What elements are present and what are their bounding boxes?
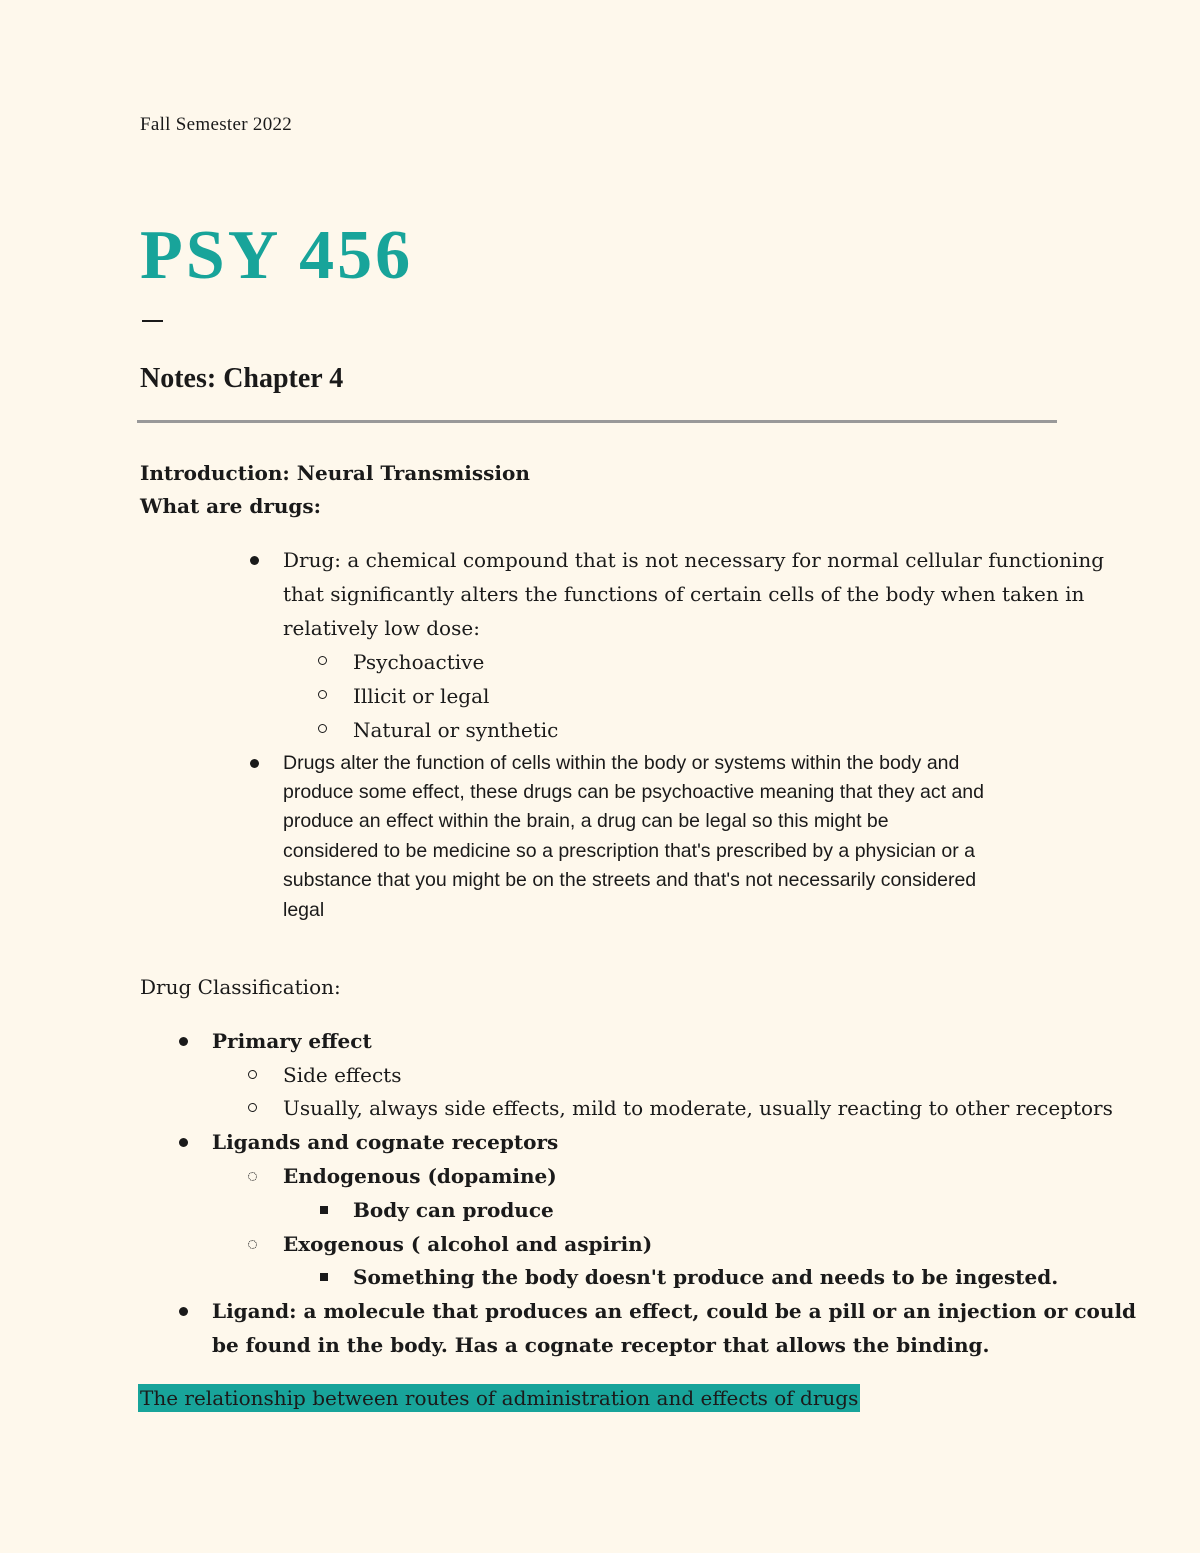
disc-bullet-icon	[179, 1138, 188, 1147]
something-item: Something the body doesn't produce and needs to be ingested.	[353, 1265, 1059, 1289]
intro-heading: Introduction: Neural Transmission	[140, 461, 530, 485]
drug-type-item: Illicit or legal	[353, 684, 490, 708]
drug-effect-line: substance that you might be on the streets and that's not necessarily considered	[283, 869, 977, 891]
course-title: PSY 456	[140, 217, 414, 294]
dotted-bullet-icon	[248, 1240, 257, 1249]
title-dash	[142, 320, 163, 322]
drug-effect-line: produce an effect within the brain, a drug can be legal so this might be	[283, 810, 889, 832]
drug-effect-line: legal	[283, 899, 325, 921]
horizontal-rule	[137, 420, 1057, 423]
drug-definition-line: relatively low dose:	[283, 616, 480, 640]
semester-label: Fall Semester 2022	[140, 114, 293, 135]
intro-question: What are drugs:	[140, 494, 322, 518]
side-effects-item: Side effects	[283, 1063, 402, 1087]
primary-effect-item: Primary effect	[212, 1029, 372, 1053]
body-can-produce-item: Body can produce	[353, 1198, 554, 1222]
drug-effect-line: Drugs alter the function of cells within the body or systems within the body and	[283, 752, 960, 774]
circle-bullet-icon	[318, 690, 327, 699]
drug-type-item: Natural or synthetic	[353, 718, 559, 742]
ligand-definition-line: Ligand: a molecule that produces an effect, could be a pill or an injection or could	[212, 1299, 1137, 1323]
usually-item: Usually, always side effects, mild to moderate, usually reacting to other receptors	[283, 1096, 1113, 1120]
circle-bullet-icon	[318, 656, 327, 665]
exogenous-item: Exogenous ( alcohol and aspirin)	[283, 1232, 653, 1256]
drug-effect-line: considered to be medicine so a prescription that's prescribed by a physician or a	[283, 840, 976, 862]
dotted-bullet-icon	[248, 1172, 257, 1181]
drug-definition-line: Drug: a chemical compound that is not necessary for normal cellular functioning	[283, 548, 1105, 572]
circle-bullet-icon	[248, 1070, 257, 1079]
disc-bullet-icon	[179, 1307, 188, 1316]
drug-definition-line: that significantly alters the functions of certain cells of the body when taken in	[283, 582, 1085, 606]
disc-bullet-icon	[250, 556, 259, 565]
drug-effect-line: produce some effect, these drugs can be psychoactive meaning that they act and	[283, 781, 984, 803]
highlighted-heading: The relationship between routes of administration and effects of drugs	[140, 1386, 859, 1410]
circle-bullet-icon	[318, 724, 327, 733]
page-subtitle: Notes: Chapter 4	[140, 363, 344, 394]
classification-heading: Drug Classification:	[140, 975, 341, 999]
square-bullet-icon	[320, 1206, 328, 1214]
square-bullet-icon	[320, 1273, 328, 1281]
ligand-definition-line: be found in the body. Has a cognate receptor that allows the binding.	[212, 1333, 990, 1357]
circle-bullet-icon	[248, 1103, 257, 1112]
drug-type-item: Psychoactive	[353, 650, 485, 674]
disc-bullet-icon	[250, 759, 259, 768]
disc-bullet-icon	[179, 1037, 188, 1046]
endogenous-item: Endogenous (dopamine)	[283, 1164, 557, 1188]
ligands-item: Ligands and cognate receptors	[212, 1130, 559, 1154]
